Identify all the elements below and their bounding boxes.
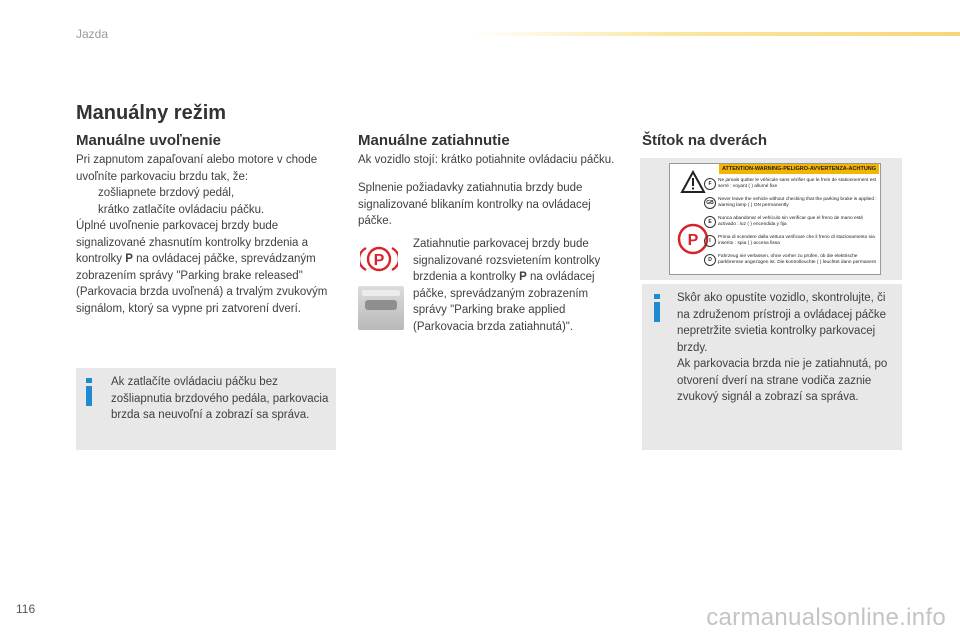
manual-apply-p3: Zatiahnutie parkovacej brzdy bude signalizované rozsvietením kontrolky brzdenia a kontrolky P na ovládacej páčke, sprevádzaným zobrazením správy "Parking brake applied (Parkovacia brzda zatiahnutá)". bbox=[413, 238, 601, 333]
header-accent-bar bbox=[470, 32, 960, 36]
bullet-item bbox=[76, 202, 344, 219]
svg-text:P: P bbox=[373, 252, 385, 269]
page-number: 116 bbox=[16, 602, 36, 616]
heading-manual-apply: Manuálne zatiahnutie bbox=[358, 132, 510, 149]
brake-lever-image bbox=[358, 286, 404, 330]
page-title: Manuálny režim bbox=[76, 102, 227, 124]
label-row: E Nunca abandonar el vehículo sin verificar que el freno de mano esté activado : luz ( ) encendida y fija bbox=[718, 216, 878, 227]
parking-brake-p-icon bbox=[360, 244, 398, 274]
label-row: F Ne jamais quitter le véhicule sans vérifier que le frein de stationnement est serré : voyant ( ) allumé fixe bbox=[718, 178, 878, 189]
label-row: GB Never leave the vehicle without checking that the parking brake is applied : warning lamp ( ) ON permanently bbox=[718, 197, 878, 208]
manual-apply-p1: Ak vozidlo stojí: krátko potiahnite ovládaciu páčku. bbox=[358, 154, 615, 166]
bullet-text: zošliapnete brzdový pedál, bbox=[98, 187, 235, 199]
svg-text:P: P bbox=[687, 232, 699, 249]
heading-door-label: Štítok na dverách bbox=[642, 132, 768, 149]
label-row: D Fahrzeug nie verlassen, ohne vorher zu prüfen, ob die elektrische parkbremse angezogen ist. Die kontrolleuchte ( ) leuchtet dann permanent bbox=[718, 254, 878, 265]
manual-release-intro: Pri zapnutom zapaľovaní alebo motore v chode uvoľníte parkovaciu brzdu tak, že: bbox=[76, 154, 318, 183]
info-text-release: Ak zatlačíte ovládaciu páčku bez zošliapnutia brzdového pedála, parkovacia brzda sa neuvoľní a zobrazí sa správa. bbox=[111, 376, 329, 421]
section-label: Jazda bbox=[76, 27, 109, 41]
door-label-image bbox=[640, 158, 902, 280]
bullet-item bbox=[76, 185, 344, 202]
manual-release-text bbox=[76, 152, 344, 317]
warning-triangle-icon bbox=[680, 170, 706, 194]
label-row: I Prima di scendere dalla vettura verificare che il freno di stazionamento sia inserito : spia ( ) accesa fissa bbox=[718, 235, 878, 246]
info-box-door bbox=[642, 284, 902, 450]
info-text-door: Skôr ako opustíte vozidlo, skontrolujte, či na združenom prístroji a ovládacej páčke nepretržite svietia kontrolky parkovacej brzdy. Ak parkovacia brzda nie je zatiahnutá, po otvorení dverí na strane vodiča zaznie zvukový signál a zobrazí sa správa. bbox=[677, 292, 888, 403]
bullet-text: krátko zatlačíte ovládaciu páčku. bbox=[98, 203, 265, 216]
label-header: ATTENTION-WARNING-PELIGRO-AVVERTENZA-ACHTUNG bbox=[719, 164, 879, 174]
watermark: carmanualsonline.info bbox=[706, 604, 946, 631]
manual-release-para: Úplné uvoľnenie parkovacej brzdy bude signalizované zhasnutím kontrolky brzdenia a kontrolky P na ovládacej páčke, sprevádzaným zobrazením správy "Parking brake released" (Parkovacia brzda uvoľnená) a trvalým zvukovým signálom, ktorý sa vypne pri zatvorení dverí. bbox=[76, 220, 328, 315]
info-box-release bbox=[76, 368, 336, 450]
heading-manual-release: Manuálne uvoľnenie bbox=[76, 132, 221, 149]
manual-apply-p2: Splnenie požiadavky zatiahnutia brzdy bude signalizované blikaním kontrolky na ovládacej páčke. bbox=[358, 182, 591, 227]
